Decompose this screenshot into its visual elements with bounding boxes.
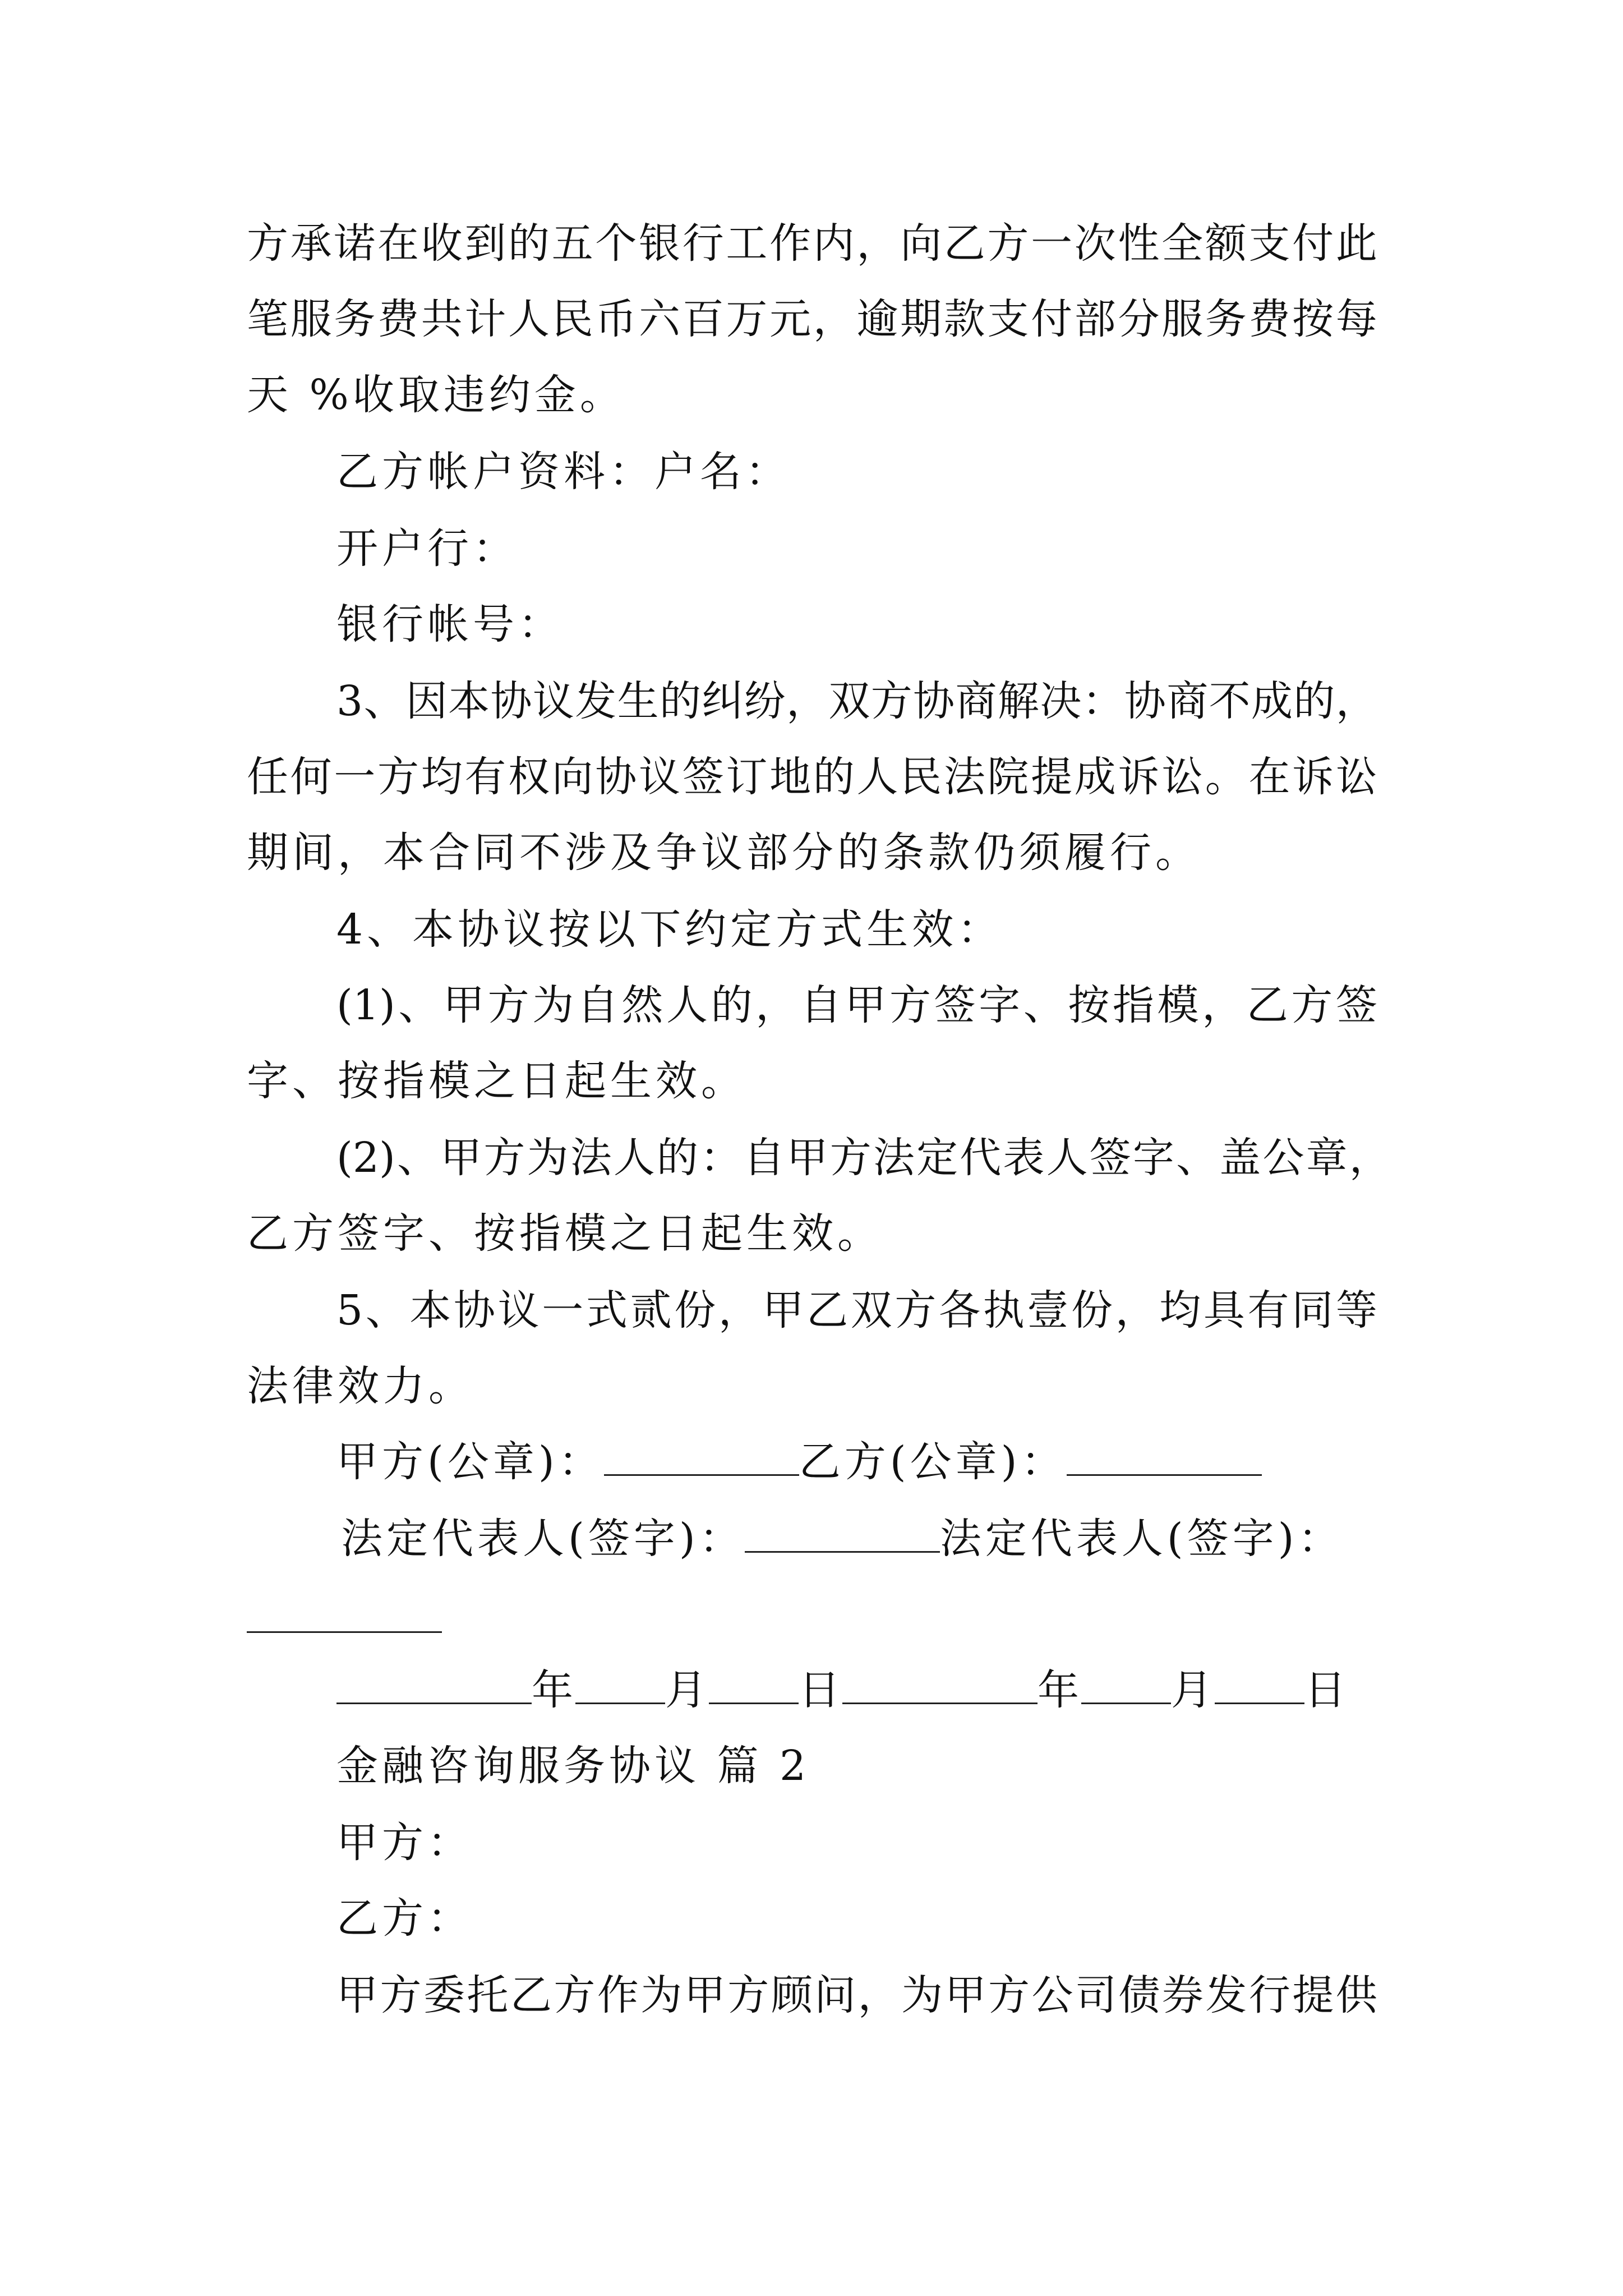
representative-line (341, 1511, 1344, 1567)
date-b-month-blank (1081, 1665, 1171, 1704)
rep-a-label: 法定代表人(签字)： (341, 1515, 745, 1563)
clause-3-line: 3 、 因 本 协 议 发 生 的 纠 纷 ， 双 方 协 商 解 决 ： 协 商 不 成 的 ， (336, 677, 1377, 725)
date-b-day-blank (1215, 1665, 1304, 1704)
month-label: 月 (665, 1666, 709, 1714)
date-a-day-blank (709, 1665, 799, 1704)
rep-b-blank (247, 1631, 442, 1633)
date-a-month-blank (575, 1665, 665, 1704)
party-a-seal-label: 甲方(公章)： (336, 1438, 604, 1486)
rep-a-blank (745, 1514, 940, 1553)
day-label: 日 (1304, 1666, 1348, 1714)
party-a-label: 甲方： (336, 1819, 473, 1867)
date-line (336, 1662, 1348, 1718)
day-label: 日 (799, 1666, 842, 1714)
paragraph-line: 方 承 诺 在 收 到 的 五 个 银 行 工 作 内 ， 向 乙 方 一 次 性 全 额 支 付 此 (247, 219, 1377, 268)
account-info-label: 乙方帐户资料：户名： (336, 448, 791, 496)
bank-name-label: 开户行： (336, 524, 518, 573)
party-a-seal-blank (604, 1437, 799, 1476)
year-label: 年 (1038, 1666, 1081, 1714)
party-b-seal-blank (1067, 1437, 1262, 1476)
month-label: 月 (1171, 1666, 1215, 1714)
date-a-year-blank (336, 1665, 532, 1704)
section-title: 金融咨询服务协议 篇 2 (336, 1742, 810, 1790)
clause-4-1-line: (1) 、 甲 方 为 自 然 人 的 ， 自 甲 方 签 字 、 按 指 模 ， 乙 方 签 (336, 981, 1377, 1029)
paragraph-line: 天 %收取违约金。 (247, 371, 625, 419)
seal-line (336, 1434, 1262, 1490)
paragraph-line: 期间，本合同不涉及争议部分的条款仍须履行。 (247, 829, 1201, 877)
paragraph-line: 字、按指模之日起生效。 (247, 1057, 746, 1105)
paragraph-line: 笔 服 务 费 共 计 人 民 币 六 百 万 元 ， 逾 期 款 支 付 部 分 服 务 费 按 每 (247, 295, 1377, 343)
date-b-year-blank (842, 1665, 1038, 1704)
clause-4-line: 4、本协议按以下约定方式生效： (336, 905, 1003, 954)
bank-account-label: 银行帐号： (336, 600, 564, 648)
paragraph-line: 甲 方 委 托 乙 方 作 为 甲 方 顾 问 ， 为 甲 方 公 司 债 券 发 行 提 供 (336, 1971, 1377, 2019)
party-b-label: 乙方： (336, 1894, 473, 1943)
clause-5-line: 5 、 本 协 议 一 式 贰 份 ， 甲 乙 双 方 各 执 壹 份 ， 均 具 有 同 等 (336, 1286, 1377, 1335)
year-label: 年 (532, 1666, 575, 1714)
paragraph-line: 法律效力。 (247, 1362, 474, 1410)
paragraph-line: 任 何 一 方 均 有 权 向 协 议 签 订 地 的 人 民 法 院 提 成 诉 讼 。 在 诉 讼 (247, 753, 1377, 801)
clause-4-2-line: (2) 、 甲 方 为 法 人 的 ： 自 甲 方 法 定 代 表 人 签 字 、 盖 公 章 ， (336, 1134, 1391, 1182)
rep-b-label: 法定代表人(签字)： (939, 1515, 1344, 1563)
party-b-seal-label: 乙方(公章)： (799, 1438, 1067, 1486)
paragraph-line: 乙方签字、按指模之日起生效。 (247, 1209, 883, 1258)
